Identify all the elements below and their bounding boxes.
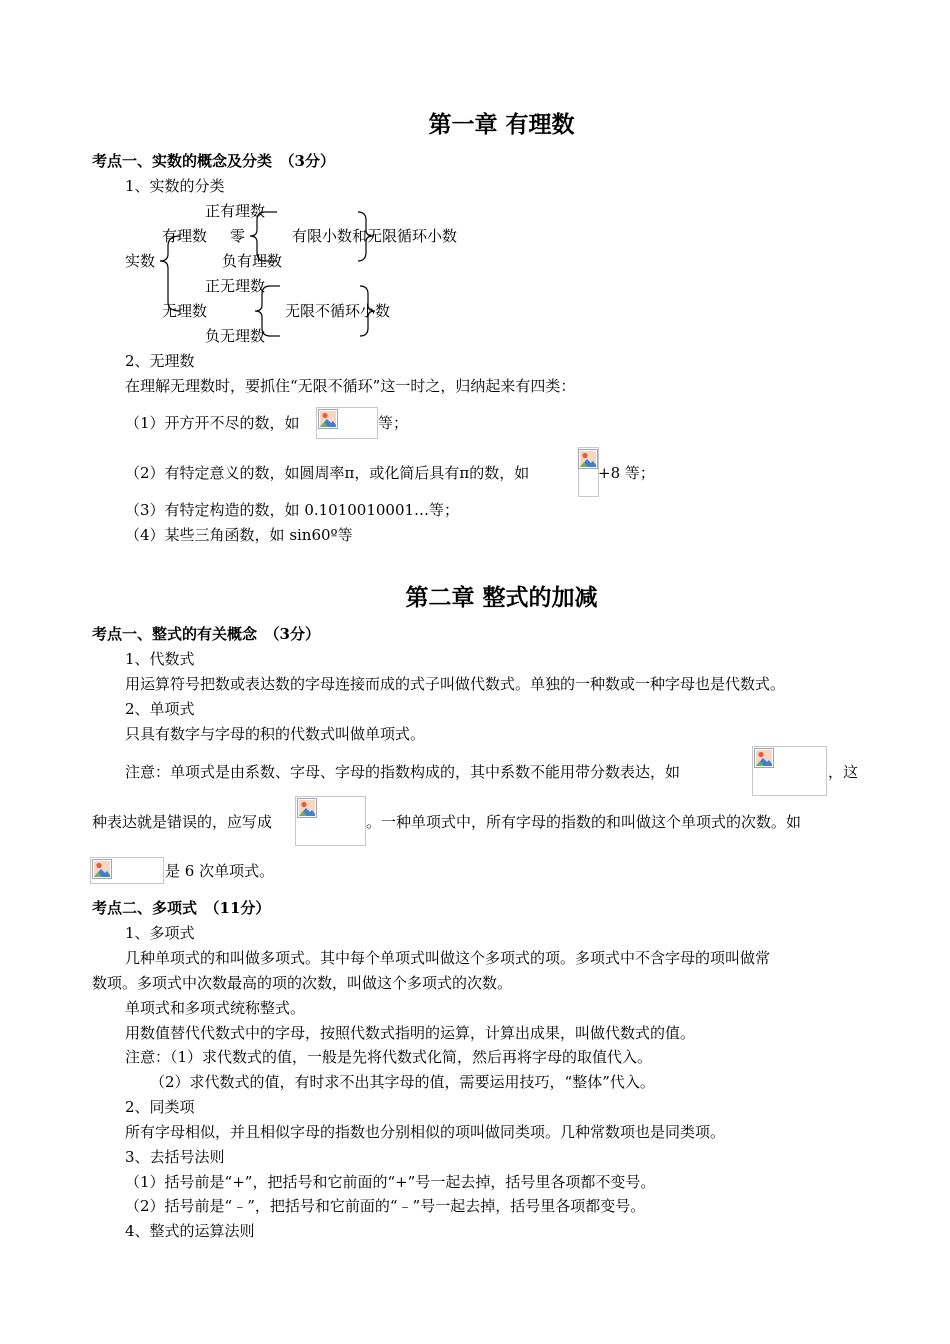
- tree-youxian: 有限小数和无限循环小数: [292, 227, 458, 245]
- daishushi-heading: 1、代数式: [125, 650, 195, 668]
- wulishu-intro: 在理解无理数时，要抓住“无限不循环”这一时之，归纳起来有四类：: [125, 377, 576, 395]
- broken-image-icon: [754, 748, 774, 768]
- note-line-2-b: 。一种单项式中，所有字母的指数的和叫做这个单项式的次数。如: [366, 813, 802, 831]
- item-4-text: （4）某些三角函数，如 sin60º等: [125, 526, 353, 544]
- image-placeholder-pi: [578, 447, 599, 497]
- tree-zheng-wulishu: 正无理数: [205, 277, 266, 295]
- zhengshi-summary: 单项式和多项式统称整式。: [125, 999, 306, 1017]
- tongleixiang-definition: 所有字母相似，并且相似字母的指数也分别相似的项叫做同类项。几种常数项也是同类项。: [125, 1123, 726, 1141]
- duoxiangshi-p2: 数项。多项式中次数最高的项的次数，叫做这个多项式的次数。: [92, 974, 513, 992]
- danxiangshi-definition: 只具有数字与字母的积的代数式叫做单项式。: [125, 725, 426, 743]
- daishushi-value: 用数值替代代数式中的字母，按照代数式指明的运算，计算出成果，叫做代数式的值。: [125, 1024, 696, 1042]
- image-placeholder-degree-example: [90, 857, 164, 884]
- tree-wulishu: 无理数: [162, 302, 208, 320]
- quguohao-rule-2: （2）括号前是“﹣”，把括号和它前面的“﹣”号一起去掉，括号里各项都变号。: [125, 1197, 646, 1215]
- quguohao-heading: 3、去括号法则: [125, 1148, 225, 1166]
- image-placeholder-sqrt: [316, 407, 378, 439]
- broken-image-icon: [318, 409, 338, 429]
- image-placeholder-wrong-form: [752, 746, 827, 796]
- chapter-1-title: 第一章 有理数: [428, 111, 575, 138]
- duoxiangshi-heading: 1、多项式: [125, 924, 195, 942]
- tree-youlishu: 有理数: [162, 227, 208, 245]
- item-2-text: （2）有特定意义的数，如圆周率π，或化简后具有π的数，如: [125, 464, 530, 482]
- broken-image-icon: [578, 449, 598, 469]
- danxiangshi-heading: 2、单项式: [125, 700, 195, 718]
- chapter-2-title: 第二章 整式的加减: [405, 584, 598, 611]
- note-line-2-a: 种表达就是错误的，应写成: [92, 813, 273, 831]
- note-value-2: （2）求代数式的值，有时求不出其字母的值，需要运用技巧，“整体”代入。: [150, 1073, 655, 1091]
- classification-braces: [0, 0, 950, 360]
- tree-fu-wulishu: 负无理数: [205, 327, 266, 345]
- daishushi-definition: 用运算符号把数或表达数的字母连接而成的式子叫做代数式。单独的一种数或一种字母也是代数式。: [125, 675, 786, 693]
- broken-image-icon: [92, 859, 112, 879]
- kaodian-1-heading: 考点一、实数的概念及分类 （3分）: [92, 152, 335, 170]
- duoxiangshi-p1: 几种单项式的和叫做多项式。其中每个单项式叫做这个多项式的项。多项式中不含字母的项叫做常: [125, 949, 771, 967]
- item-1-suffix: 等；: [378, 414, 409, 432]
- tree-ling: 零: [230, 227, 246, 245]
- note-line-1: 注意：单项式是由系数、字母、字母的指数构成的，其中系数不能用带分数表达，如: [125, 763, 681, 781]
- broken-image-icon: [297, 798, 317, 818]
- tree-shishu: 实数: [125, 252, 156, 270]
- item-1-text: （1）开方开不尽的数，如: [125, 414, 300, 432]
- section-1-heading: 1、实数的分类: [125, 177, 225, 195]
- kaodian-2-1-heading: 考点一、整式的有关概念 （3分）: [92, 625, 320, 643]
- tongleixiang-heading: 2、同类项: [125, 1098, 195, 1116]
- kaodian-2-2-heading: 考点二、多项式 （11分）: [92, 899, 271, 917]
- tree-wuxian: 无限不循环小数: [285, 302, 391, 320]
- yunsuan-heading: 4、整式的运算法则: [125, 1222, 255, 1240]
- section-2-heading: 2、无理数: [125, 352, 195, 370]
- quguohao-rule-1: （1）括号前是“+”，把括号和它前面的“+”号一起去掉，括号里各项都不变号。: [125, 1173, 656, 1191]
- image-placeholder-correct-form: [295, 796, 366, 846]
- tree-zheng-youlishu: 正有理数: [205, 202, 266, 220]
- tree-fu-youlishu: 负有理数: [222, 252, 283, 270]
- item-2-suffix: +8 等；: [598, 464, 655, 482]
- item-3-text: （3）有特定构造的数，如 0.1010010001…等；: [125, 501, 460, 519]
- note-line-1-suffix: ，这: [828, 763, 859, 781]
- note-value-1: 注意：（1）求代数式的值，一般是先将代数式化简，然后再将字母的取值代入。: [125, 1048, 653, 1066]
- note-line-3: 是 6 次单项式。: [165, 862, 275, 880]
